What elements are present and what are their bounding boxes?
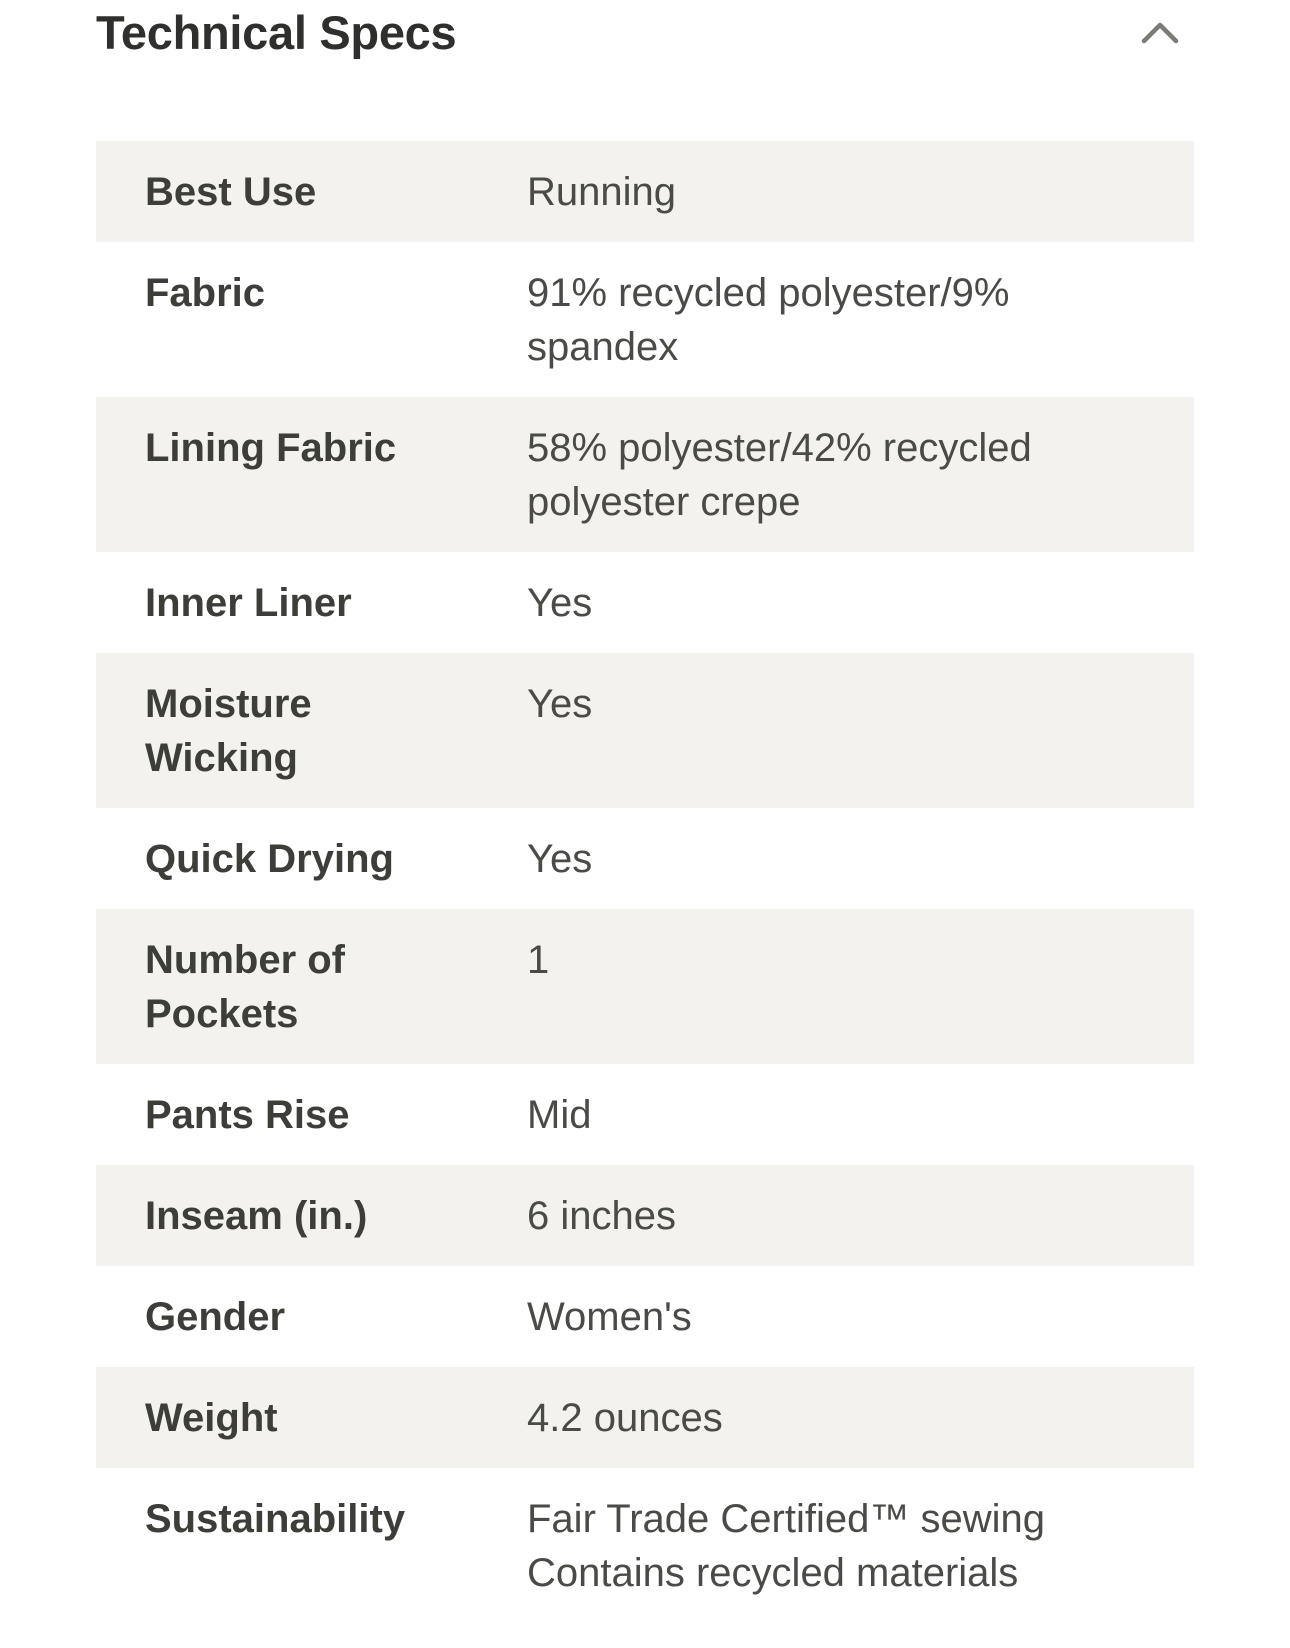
spec-label: Inseam (in.) — [145, 1194, 368, 1238]
spec-row-quick-drying — [96, 808, 1194, 909]
spec-label: Quick Drying — [145, 837, 394, 881]
spec-row-gender — [96, 1266, 1194, 1367]
chevron-up-icon — [1140, 19, 1180, 45]
spec-label: Sustainability — [145, 1497, 406, 1541]
spec-row-lining-fabric — [96, 397, 1194, 552]
spec-value: 4.2 ounces — [527, 1396, 723, 1440]
technical-specs-section — [96, 0, 1194, 1595]
spec-label: Fabric — [145, 271, 266, 315]
spec-value: 6 inches — [527, 1194, 676, 1238]
technical-specs-header[interactable] — [96, 0, 1194, 64]
spec-value: 58% polyester/42% recycled polyester crepe — [527, 426, 1032, 524]
spec-value: 1 — [527, 938, 550, 982]
spec-label: Gender — [145, 1295, 286, 1339]
spec-row-pants-rise — [96, 1064, 1194, 1165]
spec-row-fabric — [96, 242, 1194, 397]
section-title: Technical Specs — [96, 5, 457, 59]
spec-label: Moisture Wicking — [145, 682, 312, 780]
spec-value: Yes — [527, 581, 593, 625]
spec-value: Yes — [527, 682, 593, 726]
spec-value: Mid — [527, 1093, 592, 1137]
spec-row-number-of-pockets — [96, 909, 1194, 1064]
spec-value: Fair Trade Certified™ sewing Contains recycled materials — [527, 1497, 1045, 1595]
spec-row-best-use — [96, 141, 1194, 242]
spec-value: Running — [527, 170, 677, 214]
collapse-toggle-button[interactable] — [1130, 2, 1190, 62]
spec-label: Lining Fabric — [145, 426, 397, 470]
spec-label: Weight — [145, 1396, 278, 1440]
spec-value: Women's — [527, 1295, 692, 1339]
spec-row-inseam — [96, 1165, 1194, 1266]
spec-value: Yes — [527, 837, 593, 881]
spec-label: Pants Rise — [145, 1093, 350, 1137]
spec-label: Number of Pockets — [145, 938, 345, 1036]
spec-row-sustainability — [96, 1468, 1194, 1623]
spec-row-moisture-wicking — [96, 653, 1194, 808]
spec-row-inner-liner — [96, 552, 1194, 653]
spec-label: Best Use — [145, 170, 317, 214]
spec-label: Inner Liner — [145, 581, 352, 625]
spec-row-weight — [96, 1367, 1194, 1468]
specs-table — [96, 141, 1194, 1623]
spec-value: 91% recycled polyester/9% spandex — [527, 271, 1010, 369]
